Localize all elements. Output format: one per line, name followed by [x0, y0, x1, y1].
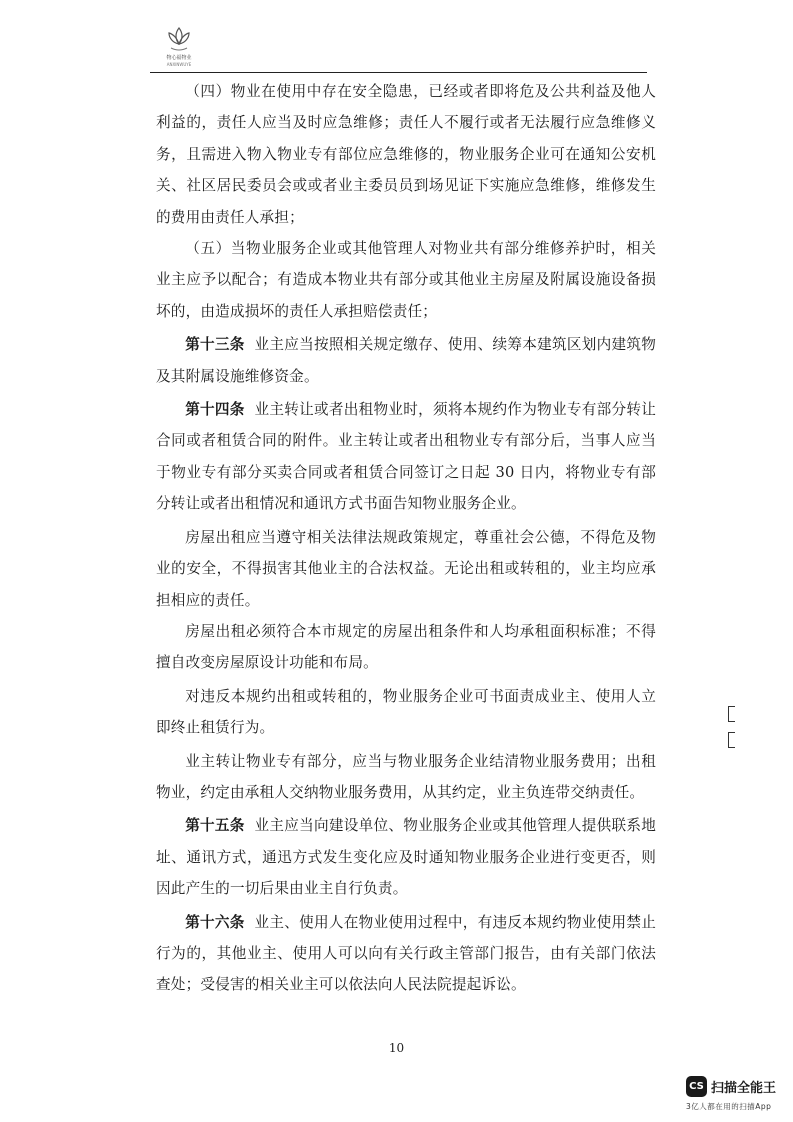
paragraph: [156, 233, 656, 327]
page-number: 10: [388, 1041, 405, 1055]
lotus-logo-icon: [165, 24, 193, 54]
scan-bracket-mark: [728, 706, 735, 722]
watermark-tagline: 3亿人都在用的扫描App: [686, 1102, 772, 1111]
scanner-watermark: [686, 1076, 786, 1116]
paragraph: [156, 329, 656, 392]
paragraph-text: （四）物业在使用中存在安全隐患，已经或者即将危及公共利益及他人利益的，责任人应当及时应急维修；责任人不履行或者无法履行应急维修义务，且需进入物入物业专有部位应急维修的，物业服务企业可在通知公安机关、社区居民委员会或或者业主委员员到场见证下实施应急维修，维修发生的费用由责任人承担；: [156, 83, 656, 226]
paragraph-text: 业主、使用人在物业使用过程中，有违反本规约物业使用禁止行为的，其他业主、使用人可以向有关行政主管部门报告，由有关部门依法查处；受侵害的相关业主可以依法向人民法院提起诉讼。: [156, 913, 656, 994]
paragraph: [156, 394, 656, 520]
paragraph-text: 业主应当向建设单位、物业服务企业或其他管理人提供联系地址、通讯方式，通迅方式发生变化应及时通知物业服务企业进行变更否，则因此产生的一切后果由业主自行负责。: [156, 817, 656, 898]
header-divider: [150, 72, 647, 73]
article-heading: 第十六条: [185, 913, 245, 931]
paragraph-text: 业主转让物业专有部分，应当与物业服务企业结清物业服务费用；出租物业，约定由承租人交纳物业服务费用，从其约定，业主负连带交纳责任。: [156, 752, 656, 801]
company-logo: [156, 24, 202, 68]
logo-subtext: ANXINWUYE: [166, 62, 192, 67]
article-heading: 第十三条: [185, 336, 245, 354]
paragraph: [156, 522, 656, 616]
paragraph-text: 业主转让或者出租物业时，须将本规约作为物业专有部分转让合同或者租赁合同的附件。业主转让或者出租物业专有部分后，当事人应当于物业专有部分买卖合同或者租赁合同签订之日起 30 日内，将物业专有部分转让或者出租情况和通讯方式书面告知物业服务企业。: [156, 401, 656, 513]
paragraph: [156, 681, 656, 744]
scan-bracket-mark: [728, 732, 735, 748]
document-body: [156, 76, 656, 1001]
paragraph: [156, 907, 656, 1001]
paragraph-text: 房屋出租应当遵守相关法律法规政策规定，尊重社会公德，不得危及物业的安全，不得损害其他业主的合法权益。无论出租或转租的，业主均应承担相应的责任。: [156, 528, 656, 609]
paragraph-text: （五）当物业服务企业或其他管理人对物业共有部分维修养护时，相关业主应予以配合；有造成本物业共有部分或其他业主房屋及附属设施设备损坏的，由造成损坏的责任人承担赔偿责任；: [156, 240, 656, 320]
paragraph: [156, 810, 656, 904]
paragraph: [156, 616, 656, 679]
paragraph-text: 对违反本规约出租或转租的，物业服务企业可书面责成业主、使用人立即终止租赁行为。: [156, 687, 656, 737]
paragraph: [156, 76, 656, 233]
camscanner-icon: CS: [686, 1076, 707, 1097]
paragraph-text: 房屋出租必须符合本市规定的房屋出租条件和人均承租面积标准；不得擅自改变房屋原设计功能和布局。: [156, 622, 656, 672]
article-heading: 第十五条: [185, 817, 245, 835]
watermark-app-name: 扫描全能王: [711, 1081, 777, 1096]
paragraph: [156, 746, 656, 809]
paragraph-text: 业主应当按照相关规定缴存、使用、续筹本建筑区划内建筑物及其附属设施维修资金。: [156, 336, 656, 385]
logo-text: 物心福物业: [166, 55, 192, 61]
article-heading: 第十四条: [185, 401, 245, 419]
